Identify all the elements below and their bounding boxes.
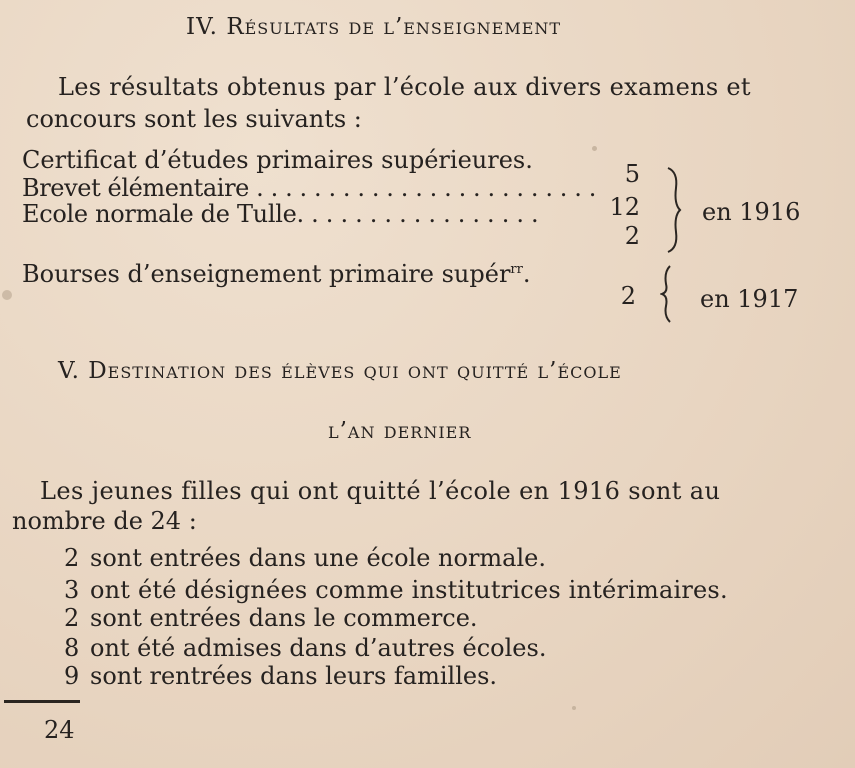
bourses-text: Bourses d’enseignement primaire supér: [22, 260, 511, 288]
footer-rule: [4, 700, 80, 703]
paper-speck: [572, 706, 576, 710]
destination-count: 3: [64, 576, 80, 604]
result-label-brevet: Brevet élémentaire . . . . . . . . . . . . . . . . . . . . . . . .: [22, 174, 596, 202]
result-label-ecole-normale: Ecole normale de Tulle. . . . . . . . . . . . . . . . .: [22, 200, 539, 228]
year-label-1916: en 1916: [702, 198, 801, 226]
destination-text: sont entrées dans une école normale.: [90, 544, 546, 572]
destination-count: 8: [64, 634, 80, 662]
section-4-title: Résultats de l’enseignement: [226, 14, 562, 40]
year-label-1917: en 1917: [700, 285, 799, 313]
result-label-bourses: Bourses d’enseignement primaire supér$^{rr}$.: [22, 260, 531, 288]
section-5-title-line2: l’an dernier: [328, 418, 472, 444]
destination-count: 2: [64, 544, 80, 572]
destination-count: 9: [64, 662, 80, 690]
result-value-brevet: 12: [609, 193, 640, 221]
paper-speck: [2, 290, 12, 300]
section-5-intro-line1: Les jeunes filles qui ont quitté l’école en 1916 sont au: [40, 477, 721, 505]
result-value-bourses: 2: [620, 282, 636, 310]
destination-item: [64, 544, 546, 572]
destination-text: sont entrées dans le commerce.: [90, 604, 478, 632]
section-4-intro-line2: concours sont les suivants :: [26, 105, 362, 133]
result-label-certificat: Certificat d’études primaires supérieures.: [22, 146, 533, 174]
section-4-intro-line1: Les résultats obtenus par l’école aux divers examens et: [58, 73, 751, 101]
destination-item: [64, 662, 497, 690]
destination-text: sont rentrées dans leurs familles.: [90, 662, 498, 690]
section-4-numeral: IV.: [186, 14, 218, 40]
page-number: 24: [44, 716, 75, 744]
paper-speck: [592, 146, 597, 151]
section-5-heading-line2: [328, 418, 471, 444]
section-5-title-line1: Destination des élèves qui ont quitté l’école: [88, 358, 622, 384]
brace-group-2: [660, 264, 678, 324]
section-5-numeral: V.: [58, 358, 80, 384]
result-value-ecole-normale: 2: [624, 222, 640, 250]
destination-text: ont été désignées comme institutrices intérimaires.: [90, 576, 728, 604]
bourses-superscript: rr: [510, 262, 523, 277]
result-value-certificat: 5: [624, 160, 640, 188]
destination-item: [64, 634, 546, 662]
destination-item: [64, 604, 478, 632]
destination-item: [64, 576, 728, 604]
section-5-intro-line2: nombre de 24 :: [12, 507, 197, 535]
brace-group-1: [664, 166, 684, 254]
section-4-heading: [186, 14, 561, 40]
destination-count: 2: [64, 604, 80, 632]
destination-text: ont été admises dans d’autres écoles.: [90, 634, 547, 662]
section-5-heading: [58, 358, 622, 384]
